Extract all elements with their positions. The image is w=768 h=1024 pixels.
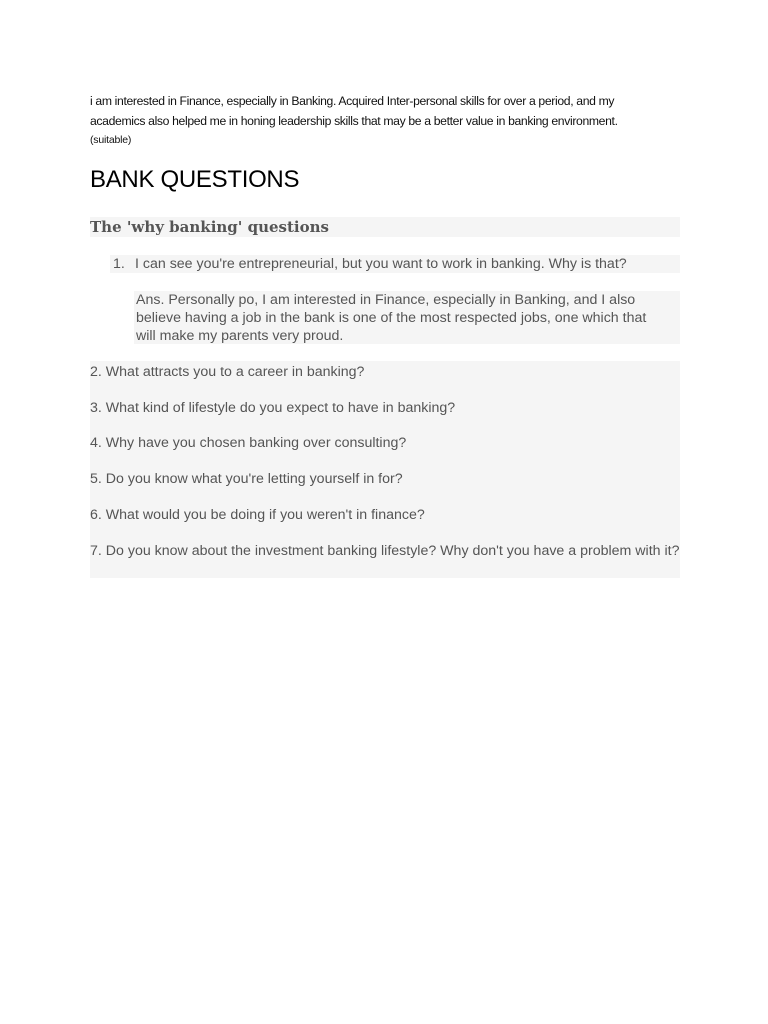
intro-paragraph (90, 91, 690, 149)
section-heading: The 'why banking' questions (90, 217, 680, 237)
answer-line-2: believe having a job in the bank is one of the most respected jobs, one which that (136, 310, 647, 326)
question-2: 2. What attracts you to a career in banking? (90, 364, 365, 380)
answer-1 (134, 291, 680, 344)
question-list (90, 361, 680, 578)
question-4: 4. Why have you chosen banking over consulting? (90, 435, 407, 451)
question-7: 7. Do you know about the investment banking lifestyle? Why don't you have a problem with it? (90, 543, 680, 559)
intro-line-1: i am interested in Finance, especially in Banking. Acquired Inter-personal skills for over a period, and my (90, 94, 615, 108)
page-title: BANK QUESTIONS (90, 166, 300, 193)
question-3: 3. What kind of lifestyle do you expect to have in banking? (90, 400, 456, 416)
answer-line-1: Ans. Personally po, I am interested in Finance, especially in Banking, and I also (136, 292, 636, 308)
intro-line-2: academics also helped me in honing leadership skills that may be a better value in banking environment. (90, 114, 618, 128)
question-1 (110, 255, 680, 273)
question-1-text: I can see you're entrepreneurial, but you want to work in banking. Why is that? (135, 256, 627, 272)
intro-line-3: (suitable) (90, 134, 132, 146)
answer-line-3: will make my parents very proud. (136, 328, 344, 344)
question-5: 5. Do you know what you're letting yourself in for? (90, 471, 403, 487)
question-1-number: 1. (113, 256, 125, 272)
question-6: 6. What would you be doing if you weren't in finance? (90, 507, 425, 523)
